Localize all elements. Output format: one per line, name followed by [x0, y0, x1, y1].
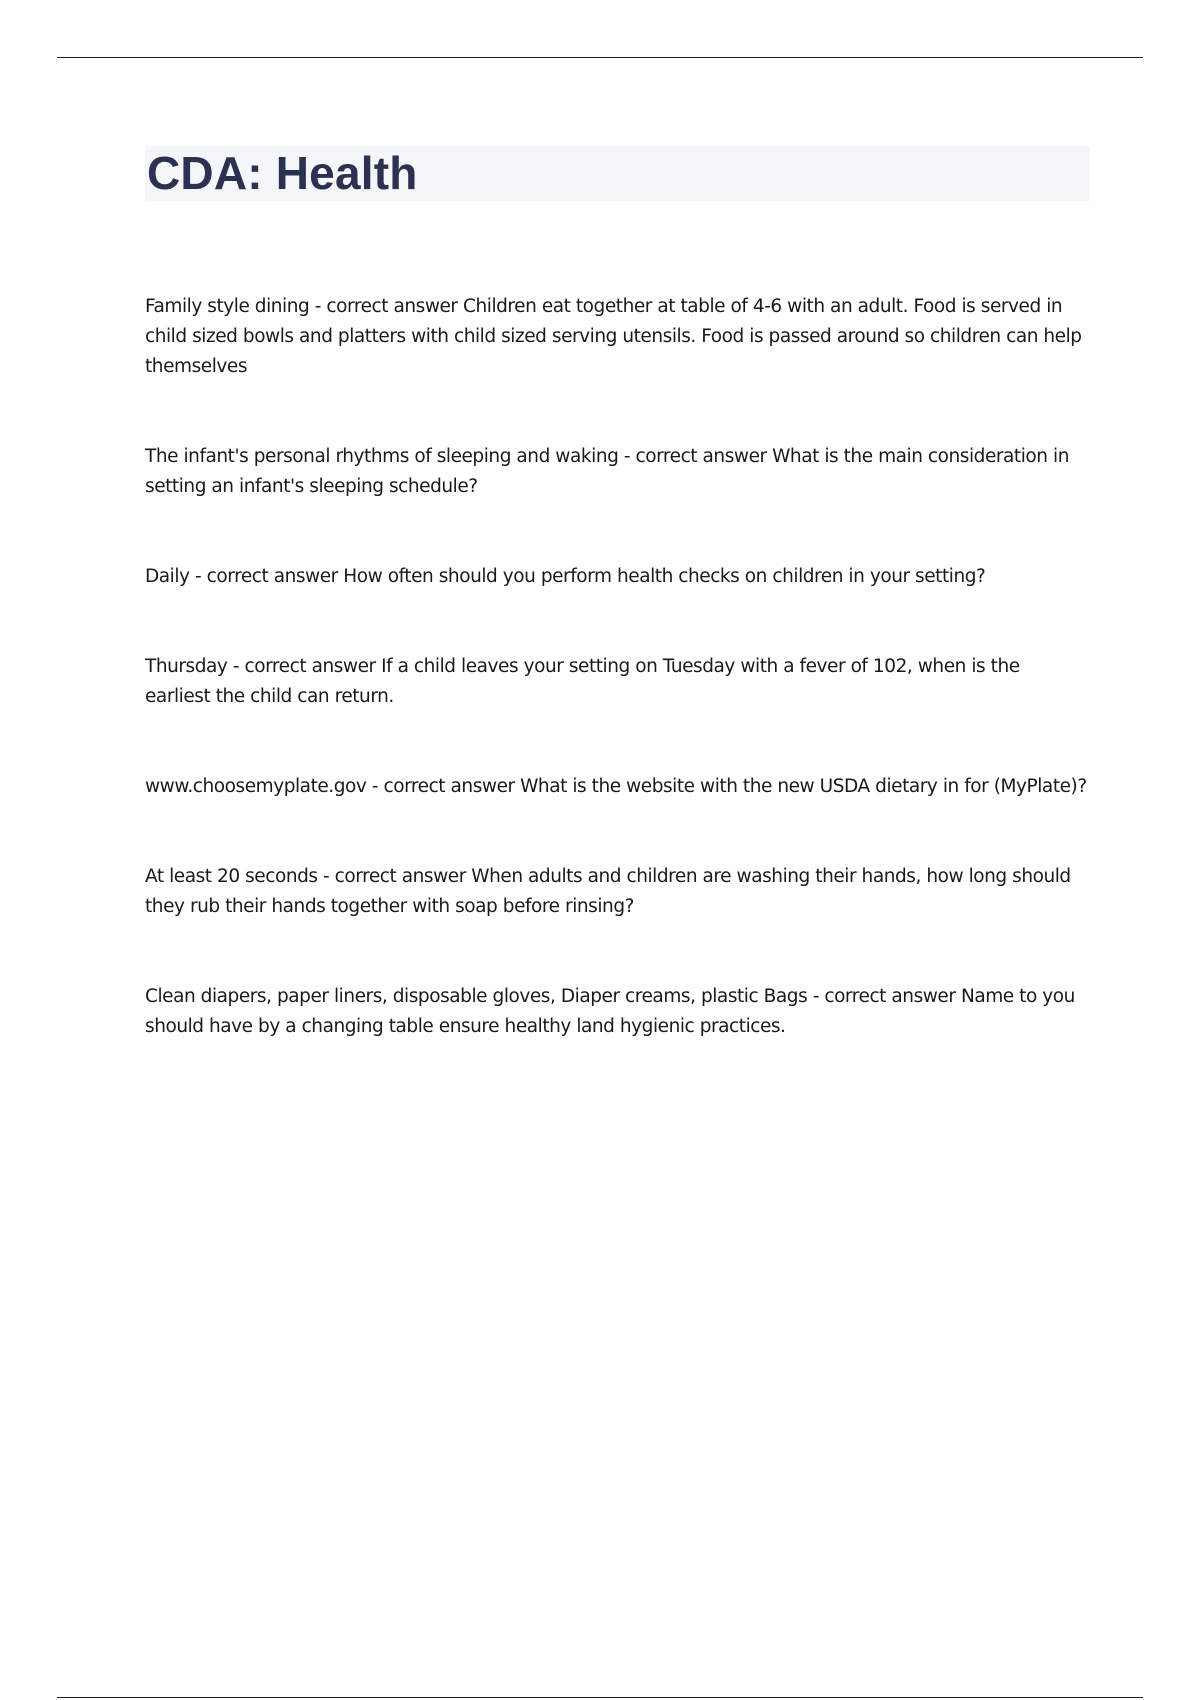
flashcard-item	[145, 562, 1090, 592]
flashcard-text: The infant's personal rhythms of sleeping and waking - correct answer What is the main consideration in setting an infant's sleeping schedule?	[145, 446, 1069, 497]
top-divider	[57, 57, 1143, 58]
page-title: CDA: Health	[147, 147, 418, 199]
bottom-divider	[57, 1697, 1143, 1698]
flashcard-list	[145, 292, 1090, 1102]
flashcard-text: Family style dining - correct answer Children eat together at table of 4-6 with an adult. Food is served in child sized bowls and platters with child sized serving utensils. Food is passed around so children can help themselves	[145, 296, 1082, 377]
flashcard-item	[145, 442, 1090, 502]
flashcard-item	[145, 982, 1090, 1042]
flashcard-text: Daily - correct answer How often should you perform health checks on children in your setting?	[145, 566, 986, 587]
flashcard-item	[145, 292, 1090, 382]
title-band	[145, 146, 1090, 201]
flashcard-text: www.choosemyplate.gov - correct answer What is the website with the new USDA dietary in for (MyPlate)?	[145, 776, 1087, 797]
flashcard-item	[145, 772, 1090, 802]
flashcard-text: Thursday - correct answer If a child leaves your setting on Tuesday with a fever of 102, when is the earliest the child can return.	[145, 656, 1020, 707]
flashcard-item	[145, 652, 1090, 712]
flashcard-text: At least 20 seconds - correct answer When adults and children are washing their hands, how long should they rub their hands together with soap before rinsing?	[145, 866, 1071, 917]
flashcard-text: Clean diapers, paper liners, disposable gloves, Diaper creams, plastic Bags - correct answer Name to you should have by a changing table ensure healthy land hygienic practices.	[145, 986, 1075, 1037]
flashcard-item	[145, 862, 1090, 922]
